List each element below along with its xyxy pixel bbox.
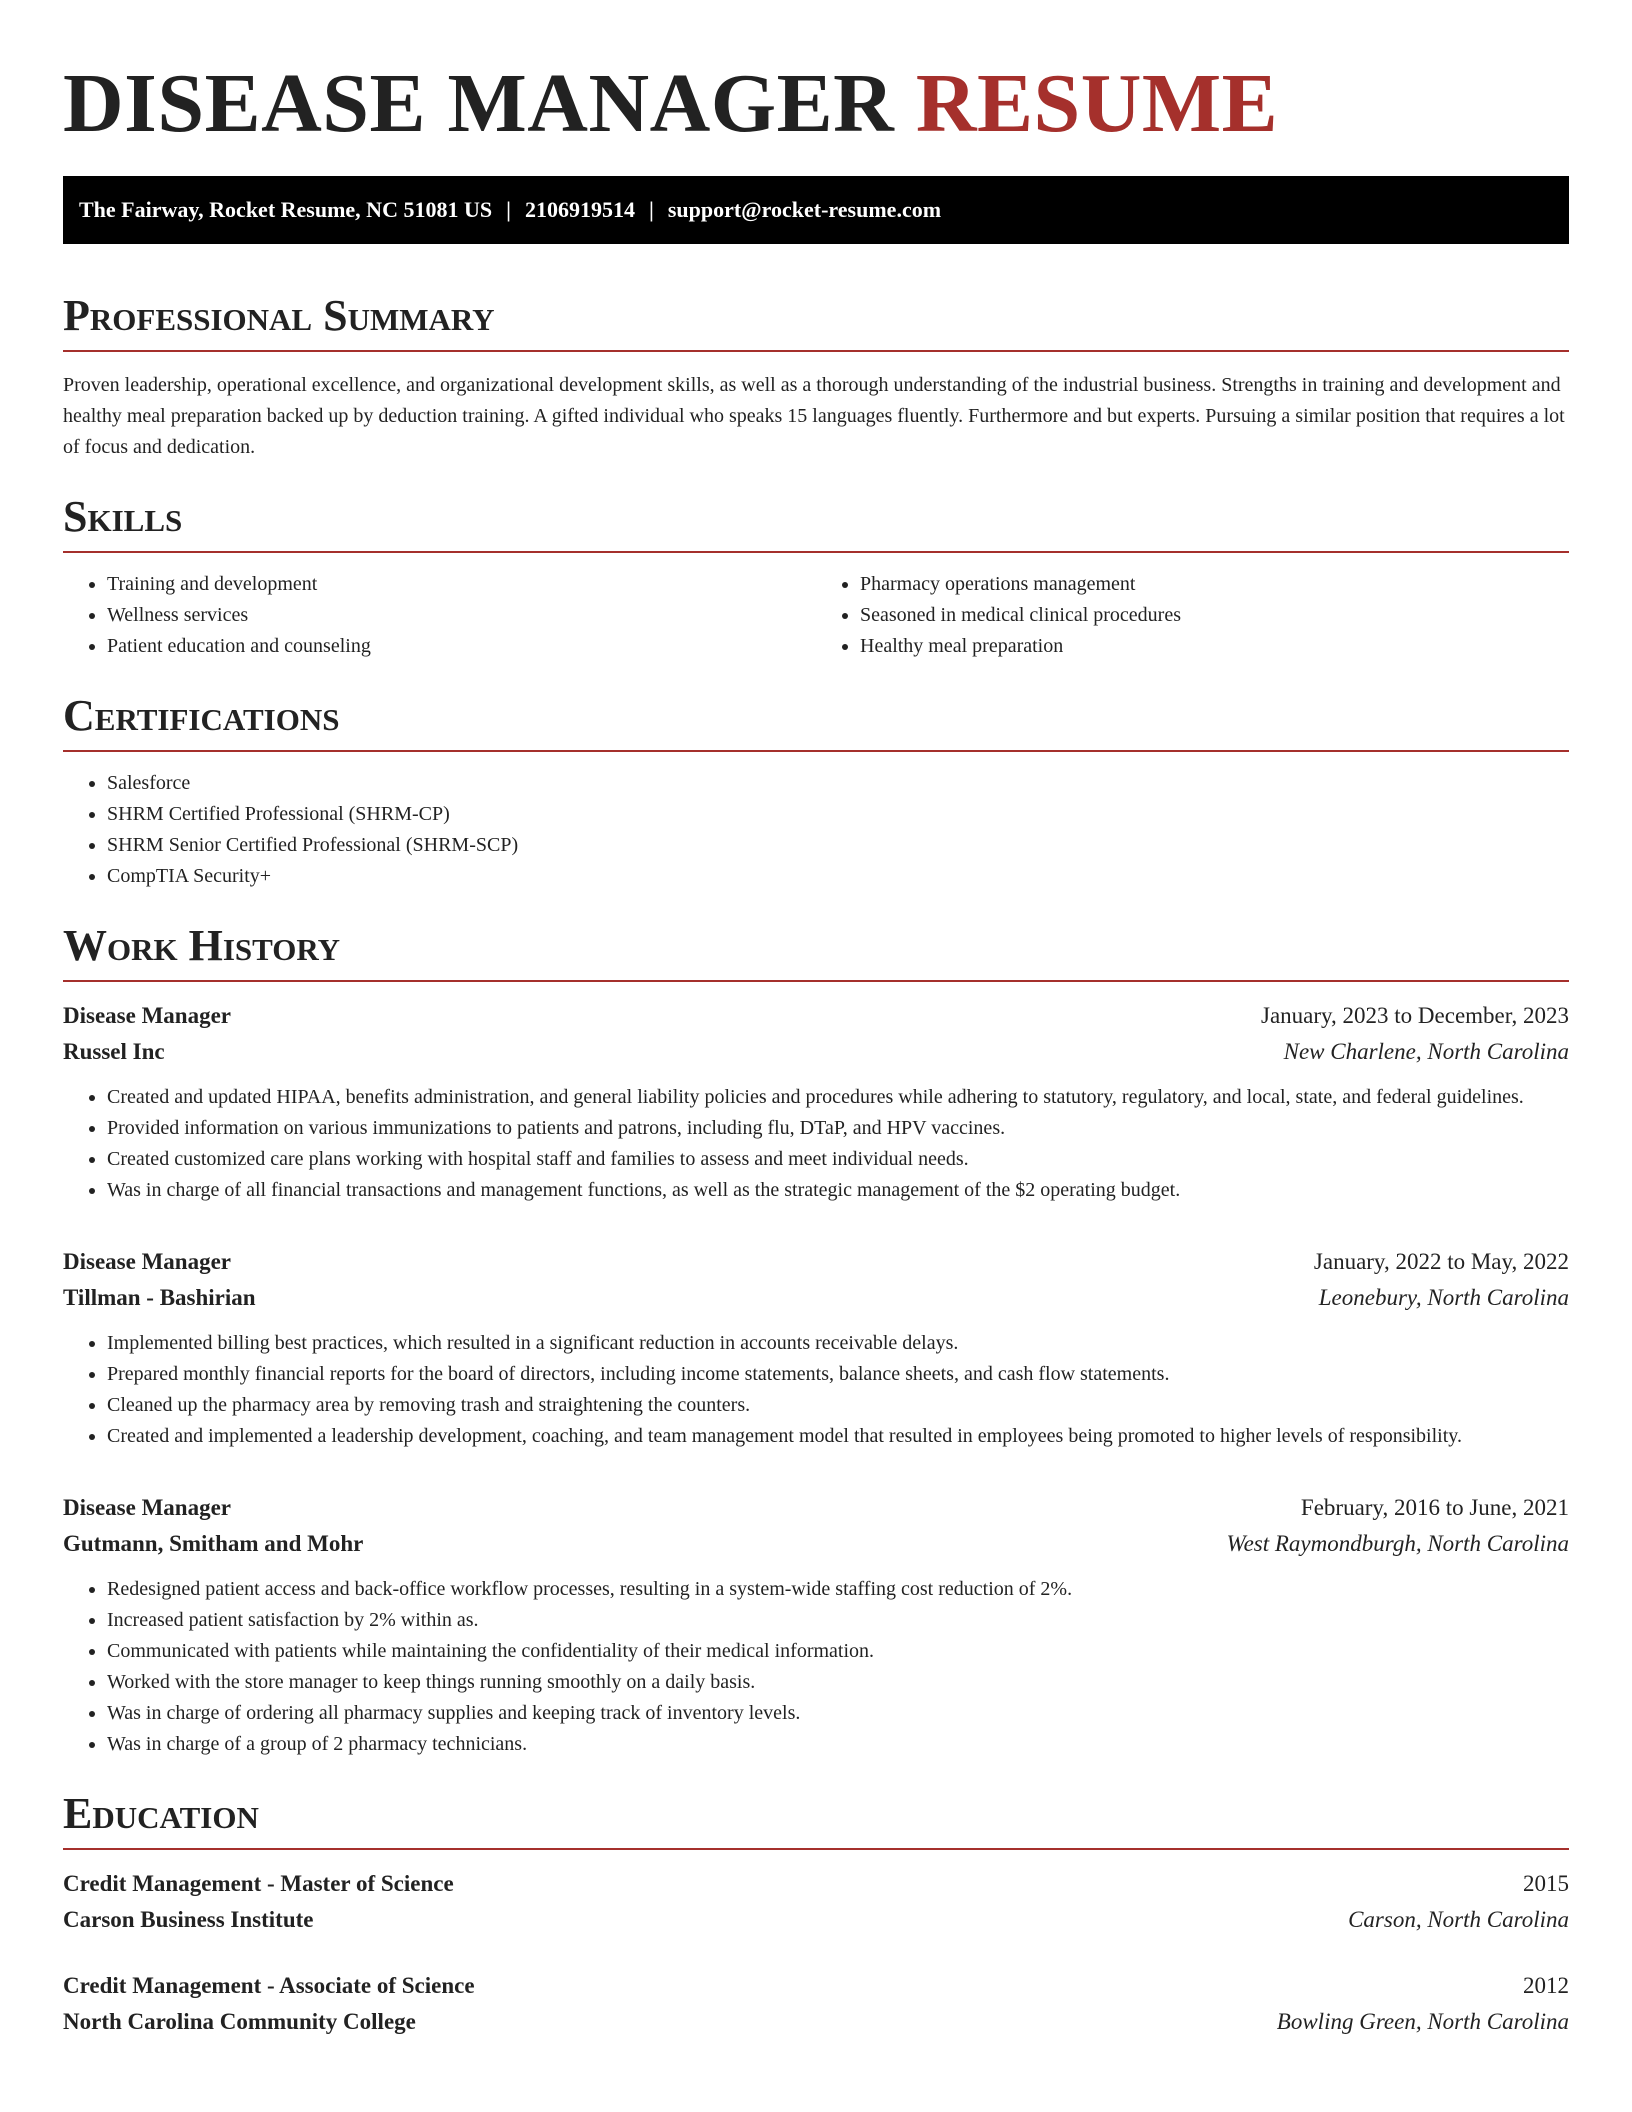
job-bullet: • Cleaned up the pharmacy area by removing trash and straightening the counters. (107, 1390, 1569, 1421)
job-bullet: • Implemented billing best practices, which resulted in a significant reduction in accounts receivable delays. (107, 1328, 1569, 1359)
job-title: Disease Manager (63, 1495, 231, 1520)
contact-bar (63, 176, 1569, 244)
title-main: DISEASE MANAGER (63, 57, 895, 150)
job-company: Gutmann, Smitham and Mohr (63, 1531, 364, 1556)
skills-list-right (816, 569, 1569, 662)
job-bullet: • Was in charge of all financial transactions and management functions, as well as the strategic management of the $2 operating budget. (107, 1175, 1569, 1206)
skill-item: • Healthy meal preparation (860, 631, 1569, 662)
skill-item: • Seasoned in medical clinical procedures (860, 600, 1569, 631)
education-entry (63, 1968, 1569, 2040)
contact-phone: 2106919514 (524, 197, 635, 222)
skill-item: • Pharmacy operations management (860, 569, 1569, 600)
section-divider (63, 750, 1569, 752)
job-title: Disease Manager (63, 1003, 231, 1028)
job-bullet: • Created and implemented a leadership development, coaching, and team management model that resulted in employees being promoted to higher levels of responsibility. (107, 1421, 1569, 1452)
education-degree: Credit Management - Associate of Science (63, 1973, 475, 1998)
contact-address: The Fairway, Rocket Resume, NC 51081 US (79, 197, 493, 222)
job-company: Tillman - Bashirian (63, 1285, 256, 1310)
skill-item: • Wellness services (107, 600, 816, 631)
job-entry (63, 1244, 1569, 1452)
summary-text: Proven leadership, operational excellence, and organizational development skills, as well as a thorough understanding of the industrial business. Strengths in training and development and healthy meal preparation backed up by deduction training. A gifted individual who speaks 15 languages fluently. Furthermore and but experts. Pursuing a similar position that requires a lot of focus and dedication. (63, 374, 1565, 458)
skills-section (63, 491, 1569, 662)
skills-list-left (63, 569, 816, 662)
job-location: New Charlene, North Carolina (1283, 1039, 1569, 1064)
work-section (63, 920, 1569, 1760)
certifications-section (63, 690, 1569, 892)
skills-heading: Skills (63, 492, 183, 541)
job-title: Disease Manager (63, 1249, 231, 1274)
job-bullets (63, 1574, 1569, 1760)
job-bullet: • Created and updated HIPAA, benefits administration, and general liability policies and procedures while adhering to statutory, regulatory, and local, state, and federal guidelines. (107, 1082, 1569, 1113)
job-dates: January, 2022 to May, 2022 (1313, 1249, 1569, 1274)
education-school: Carson Business Institute (63, 1907, 314, 1932)
education-location: Carson, North Carolina (1348, 1907, 1569, 1932)
education-year: 2015 (1523, 1871, 1569, 1896)
section-divider (63, 350, 1569, 352)
job-bullet: • Created customized care plans working with hospital staff and families to assess and meet individual needs. (107, 1144, 1569, 1175)
job-bullets (63, 1082, 1569, 1206)
certification-item: • SHRM Certified Professional (SHRM-CP) (107, 799, 1569, 830)
section-divider (63, 1848, 1569, 1850)
certifications-heading: Certifications (63, 691, 340, 740)
job-entry (63, 998, 1569, 1206)
summary-heading: Professional Summary (63, 291, 495, 340)
certification-item: • CompTIA Security+ (107, 861, 1569, 892)
job-dates: February, 2016 to June, 2021 (1300, 1495, 1569, 1520)
job-location: West Raymondburgh, North Carolina (1226, 1531, 1569, 1556)
education-entry (63, 1866, 1569, 1938)
job-bullet: • Was in charge of a group of 2 pharmacy technicians. (107, 1729, 1569, 1760)
job-bullet: • Communicated with patients while maintaining the confidentiality of their medical information. (107, 1636, 1569, 1667)
certification-item: • SHRM Senior Certified Professional (SHRM-SCP) (107, 830, 1569, 861)
summary-section (63, 290, 1569, 463)
job-bullet: • Increased patient satisfaction by 2% within as. (107, 1605, 1569, 1636)
resume-title (63, 56, 1569, 152)
job-bullet: • Prepared monthly financial reports for the board of directors, including income statements, balance sheets, and cash flow statements. (107, 1359, 1569, 1390)
certification-item: • Salesforce (107, 768, 1569, 799)
job-bullets (63, 1328, 1569, 1452)
job-bullet: • Worked with the store manager to keep things running smoothly on a daily basis. (107, 1667, 1569, 1698)
education-school: North Carolina Community College (63, 2009, 416, 2034)
education-section (63, 1788, 1569, 2040)
education-location: Bowling Green, North Carolina (1276, 2009, 1569, 2034)
job-company: Russel Inc (63, 1039, 165, 1064)
skill-item: • Training and development (107, 569, 816, 600)
work-heading: Work History (63, 921, 341, 970)
skills-grid (63, 569, 1569, 662)
job-bullet: • Was in charge of ordering all pharmacy supplies and keeping track of inventory levels. (107, 1698, 1569, 1729)
education-degree: Credit Management - Master of Science (63, 1871, 454, 1896)
job-bullet: • Redesigned patient access and back-office workflow processes, resulting in a system-wide staffing cost reduction of 2%. (107, 1574, 1569, 1605)
job-entry (63, 1490, 1569, 1760)
contact-email: support@rocket-resume.com (667, 197, 942, 222)
job-bullet: • Provided information on various immunizations to patients and patrons, including flu, DTaP, and HPV vaccines. (107, 1113, 1569, 1144)
education-year: 2012 (1523, 1973, 1569, 1998)
title-accent: RESUME (915, 57, 1279, 150)
contact-separator: | (506, 197, 511, 222)
section-divider (63, 551, 1569, 553)
contact-separator: | (648, 197, 654, 222)
skill-item: • Patient education and counseling (107, 631, 816, 662)
job-dates: January, 2023 to December, 2023 (1261, 1003, 1569, 1028)
education-heading: Education (63, 1789, 259, 1838)
certifications-list (63, 768, 1569, 892)
section-divider (63, 980, 1569, 982)
job-location: Leonebury, North Carolina (1318, 1285, 1569, 1310)
